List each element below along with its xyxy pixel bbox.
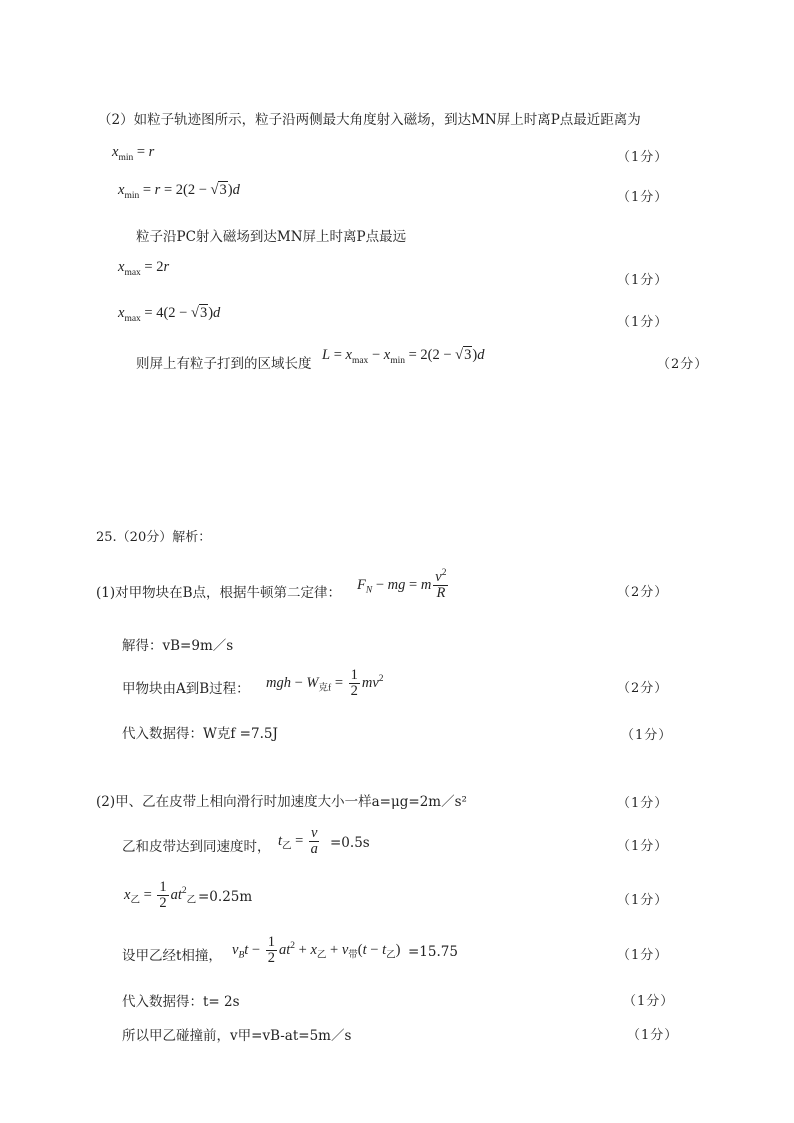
q25-row-6-value: =0.5s <box>330 835 370 851</box>
q25-row-1-text: (1)对甲物块在B点，根据牛顿第二定律： <box>96 585 342 601</box>
q25-row-3 <box>0 668 794 708</box>
points-q25-row-1: （2分） <box>617 585 669 600</box>
q25-row-1 <box>0 570 794 610</box>
q25-row-2-text: 解得：vB=9m／s <box>122 638 234 654</box>
points-xmin-2: （1分） <box>617 190 669 205</box>
xmin-line-1 <box>0 144 794 174</box>
q25-row-8-value: =15.75 <box>408 944 458 960</box>
xmax-equation-1: $x_{max} = 2r$ <box>118 259 170 278</box>
points-xmax-1: （1分） <box>617 273 669 288</box>
xmax-equation-2: $x_{max} = 4(2 - √3)d$ <box>118 305 221 324</box>
q25-row-5-text: (2)甲、乙在皮带上相向滑行时加速度大小一样a=μg=2m／s² <box>96 794 467 810</box>
points-q25-row-8: （1分） <box>617 948 669 963</box>
points-q25-row-10: （1分） <box>627 1028 679 1043</box>
L-equation: $L = x_{max} - x_{min} = 2(2 - √3)d$ <box>322 347 485 366</box>
points-q25-row-3: （2分） <box>617 681 669 696</box>
q25-row-2 <box>0 634 794 664</box>
q25-row-8-text: 设甲乙经t相撞， <box>122 948 222 964</box>
q25-header-row <box>0 526 794 556</box>
pc-text: 粒子沿PC射入磁场到达MN屏上时离P点最远 <box>136 229 407 245</box>
q25-row-9 <box>0 990 794 1020</box>
q25-header: 25.（20分）解析： <box>96 530 212 545</box>
q25-row-7 <box>0 880 794 920</box>
q25-row-5 <box>0 790 794 820</box>
q25-row-3-text: 甲物块由A到B过程： <box>122 681 250 697</box>
points-L: （2分） <box>657 357 709 372</box>
q25-row-6-text: 乙和皮带达到同速度时， <box>122 839 271 855</box>
q25-row-6 <box>0 826 794 866</box>
xmin-equation-2: $x_{min} = r = 2(2 - √3)d$ <box>118 182 240 201</box>
xmin-line-2 <box>0 182 794 212</box>
L-text: 则屏上有粒子打到的区域长度 <box>136 356 312 372</box>
x-equation: $x_乙$ = $\frac{1}{2}$ $at^2_乙$ <box>124 879 197 911</box>
points-q25-row-7: （1分） <box>617 893 669 908</box>
q25-row-9-text: 代入数据得：t= 2s <box>122 994 240 1010</box>
part2-header: （2）如粒子轨迹图所示，粒子沿两侧最大角度射入磁场，到达MN屏上时离P点最近距离为 <box>98 112 641 128</box>
xmax-line-2 <box>0 305 794 335</box>
points-xmax-2: （1分） <box>617 315 669 330</box>
part2-header-row <box>0 108 794 138</box>
q25-row-10-text: 所以甲乙碰撞前，v甲=vB-at=5m／s <box>122 1028 352 1044</box>
points-q25-row-5: （1分） <box>617 796 669 811</box>
points-xmin-1: （1分） <box>617 150 669 165</box>
q25-row-7-value: =0.25m <box>198 889 253 905</box>
L-line <box>0 347 794 377</box>
t-equation: $t_乙$ = $\frac{v}{a}$ <box>278 825 318 857</box>
q25-row-4-text: 代入数据得：W克f =7.5J <box>122 726 278 742</box>
q25-row-4 <box>0 722 794 752</box>
q25-row-10 <box>0 1024 794 1054</box>
points-q25-row-9: （1分） <box>623 994 675 1009</box>
xmin-equation-1: $x_{min} = r$ <box>112 144 155 163</box>
pc-line <box>0 225 794 255</box>
points-q25-row-4: （1分） <box>621 728 673 743</box>
collision-equation: $v_Bt$ − $\frac{1}{2}$ $at^2 + x_乙 + v_带(t - t_乙)$ <box>232 934 401 966</box>
xmax-line-1 <box>0 259 794 289</box>
newton-equation: $F_N$ − mg = m $\frac{v^2}{R}$ <box>357 568 447 601</box>
energy-equation: mgh − $W_{克f}$ = $\frac{1}{2}$ $mv^2$ <box>266 667 384 699</box>
points-q25-row-6: （1分） <box>617 839 669 854</box>
q25-row-8 <box>0 935 794 975</box>
